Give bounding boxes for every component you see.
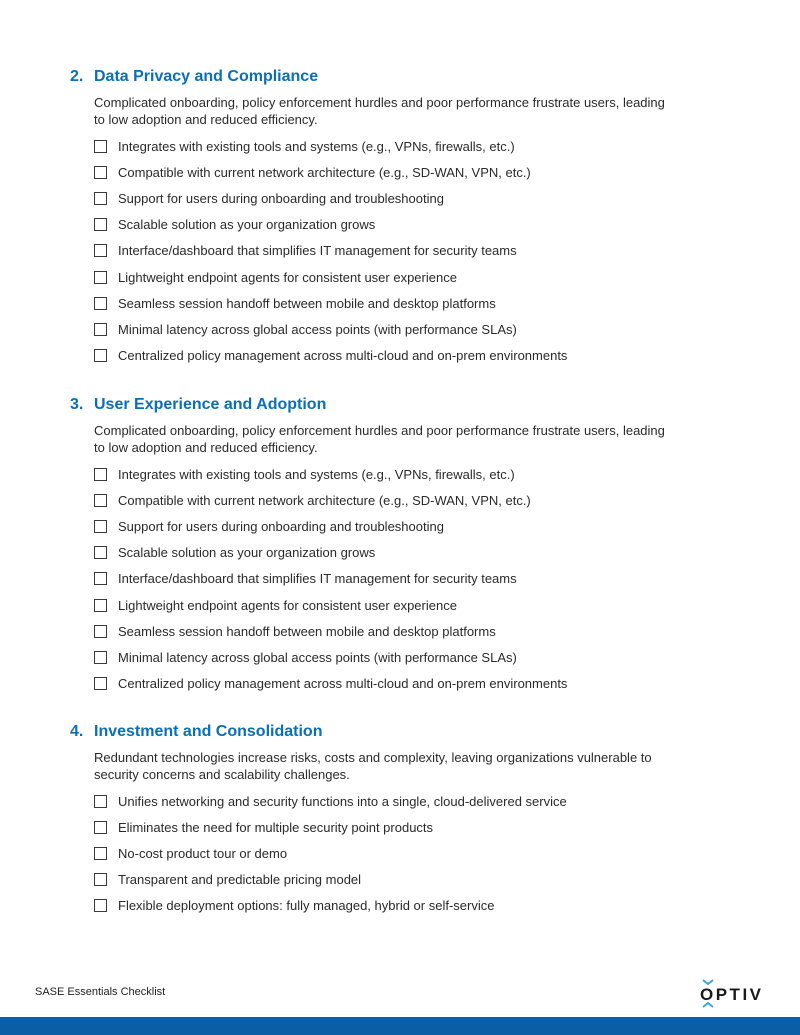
checklist-item[interactable] — [94, 671, 670, 697]
checklist-item-label: Interface/dashboard that simplifies IT management for security teams — [118, 243, 517, 259]
section-number: 4. — [70, 723, 84, 740]
logo-text: OPTIV — [700, 985, 764, 1004]
checklist-item[interactable] — [94, 814, 670, 840]
checklist-item[interactable] — [94, 212, 670, 238]
checklist-item[interactable] — [94, 513, 670, 539]
section-user-experience — [70, 395, 670, 697]
checklist-item-label: Centralized policy management across multi-cloud and on-prem environments — [118, 676, 568, 692]
section-description: Complicated onboarding, policy enforcement hurdles and poor performance frustrate users, leading to low adoption and reduced efficiency. — [94, 423, 665, 455]
section-title: Investment and Consolidation — [94, 723, 323, 740]
section-description: Redundant technologies increase risks, costs and complexity, leaving organizations vulnerable to security concerns and scalability challenges. — [94, 750, 652, 782]
checklist-item[interactable] — [94, 264, 670, 290]
section-description: Complicated onboarding, policy enforcement hurdles and poor performance frustrate users, leading to low adoption and reduced efficiency. — [94, 95, 665, 127]
checklist-item[interactable] — [94, 316, 670, 342]
checklist-item[interactable] — [94, 867, 670, 893]
checklist-item[interactable] — [94, 133, 670, 159]
checklist-item[interactable] — [94, 290, 670, 316]
checkbox[interactable] — [94, 625, 107, 638]
checkbox[interactable] — [94, 323, 107, 336]
checklist-item-label: Unifies networking and security functions into a single, cloud-delivered service — [118, 793, 567, 809]
checkbox[interactable] — [94, 651, 107, 664]
section-number: 3. — [70, 396, 84, 413]
checklist-item-label: Compatible with current network architecture (e.g., SD-WAN, VPN, etc.) — [118, 492, 531, 508]
checklist-item-label: Lightweight endpoint agents for consistent user experience — [118, 269, 457, 285]
section-title: Data Privacy and Compliance — [94, 68, 319, 85]
checklist-item[interactable] — [94, 185, 670, 211]
checkbox[interactable] — [94, 599, 107, 612]
checklist-item[interactable] — [94, 540, 670, 566]
checklist-item[interactable] — [94, 343, 670, 369]
checklist-item-label: Transparent and predictable pricing model — [118, 872, 362, 888]
checkbox[interactable] — [94, 572, 107, 585]
checkbox[interactable] — [94, 847, 107, 860]
section-heading — [70, 395, 670, 415]
checklist-item[interactable] — [94, 618, 670, 644]
checklist-item-label: Support for users during onboarding and troubleshooting — [118, 518, 444, 534]
section-title: User Experience and Adoption — [94, 396, 327, 413]
checkbox[interactable] — [94, 244, 107, 257]
checklist-item[interactable] — [94, 840, 670, 866]
checklist-item[interactable] — [94, 238, 670, 264]
checklist-item-label: Interface/dashboard that simplifies IT management for security teams — [118, 571, 517, 587]
checklist-item-label: Minimal latency across global access points (with performance SLAs) — [118, 321, 517, 337]
checkbox[interactable] — [94, 795, 107, 808]
checkbox[interactable] — [94, 899, 107, 912]
checklist-item-label: Support for users during onboarding and troubleshooting — [118, 190, 444, 206]
checklist-item[interactable] — [94, 566, 670, 592]
checklist-item-label: Seamless session handoff between mobile and desktop platforms — [118, 623, 496, 639]
checklist-item-label: Scalable solution as your organization grows — [118, 545, 376, 561]
checklist — [94, 461, 670, 697]
checklist-item[interactable] — [94, 788, 670, 814]
optiv-logo — [700, 979, 770, 1009]
checklist-item[interactable] — [94, 487, 670, 513]
checkbox[interactable] — [94, 192, 107, 205]
checklist-item-label: Centralized policy management across multi-cloud and on-prem environments — [118, 348, 568, 364]
checklist-item[interactable] — [94, 592, 670, 618]
checkbox[interactable] — [94, 468, 107, 481]
checklist-item-label: Seamless session handoff between mobile and desktop platforms — [118, 295, 496, 311]
checkbox[interactable] — [94, 297, 107, 310]
section-data-privacy — [70, 67, 670, 369]
section-heading — [70, 722, 670, 742]
checkbox[interactable] — [94, 821, 107, 834]
section-investment — [70, 722, 670, 919]
section-heading — [70, 67, 670, 87]
checkbox[interactable] — [94, 140, 107, 153]
section-number: 2. — [70, 68, 84, 85]
checkbox[interactable] — [94, 677, 107, 690]
checklist-item-label: Flexible deployment options: fully managed, hybrid or self-service — [118, 898, 495, 914]
checklist-item-label: Lightweight endpoint agents for consistent user experience — [118, 597, 457, 613]
checklist-item[interactable] — [94, 461, 670, 487]
checklist-item[interactable] — [94, 893, 670, 919]
checklist-item-label: Eliminates the need for multiple security point products — [118, 819, 434, 835]
checkbox[interactable] — [94, 218, 107, 231]
checklist-item-label: Compatible with current network architecture (e.g., SD-WAN, VPN, etc.) — [118, 164, 531, 180]
checkbox[interactable] — [94, 546, 107, 559]
checklist-item-label: Minimal latency across global access points (with performance SLAs) — [118, 649, 517, 665]
checklist-item-label: No-cost product tour or demo — [118, 845, 288, 861]
checklist — [94, 788, 670, 919]
checkbox[interactable] — [94, 349, 107, 362]
footer-document-title: SASE Essentials Checklist — [35, 986, 166, 998]
checkbox[interactable] — [94, 520, 107, 533]
checklist-item-label: Scalable solution as your organization grows — [118, 217, 376, 233]
checklist-item[interactable] — [94, 644, 670, 670]
checkbox[interactable] — [94, 271, 107, 284]
checklist-item-label: Integrates with existing tools and systems (e.g., VPNs, firewalls, etc.) — [118, 138, 515, 154]
checklist-item[interactable] — [94, 159, 670, 185]
checkbox[interactable] — [94, 494, 107, 507]
checklist — [94, 133, 670, 369]
checkbox[interactable] — [94, 873, 107, 886]
checklist-item-label: Integrates with existing tools and systems (e.g., VPNs, firewalls, etc.) — [118, 466, 515, 482]
checkbox[interactable] — [94, 166, 107, 179]
bottom-bar — [0, 1017, 800, 1035]
